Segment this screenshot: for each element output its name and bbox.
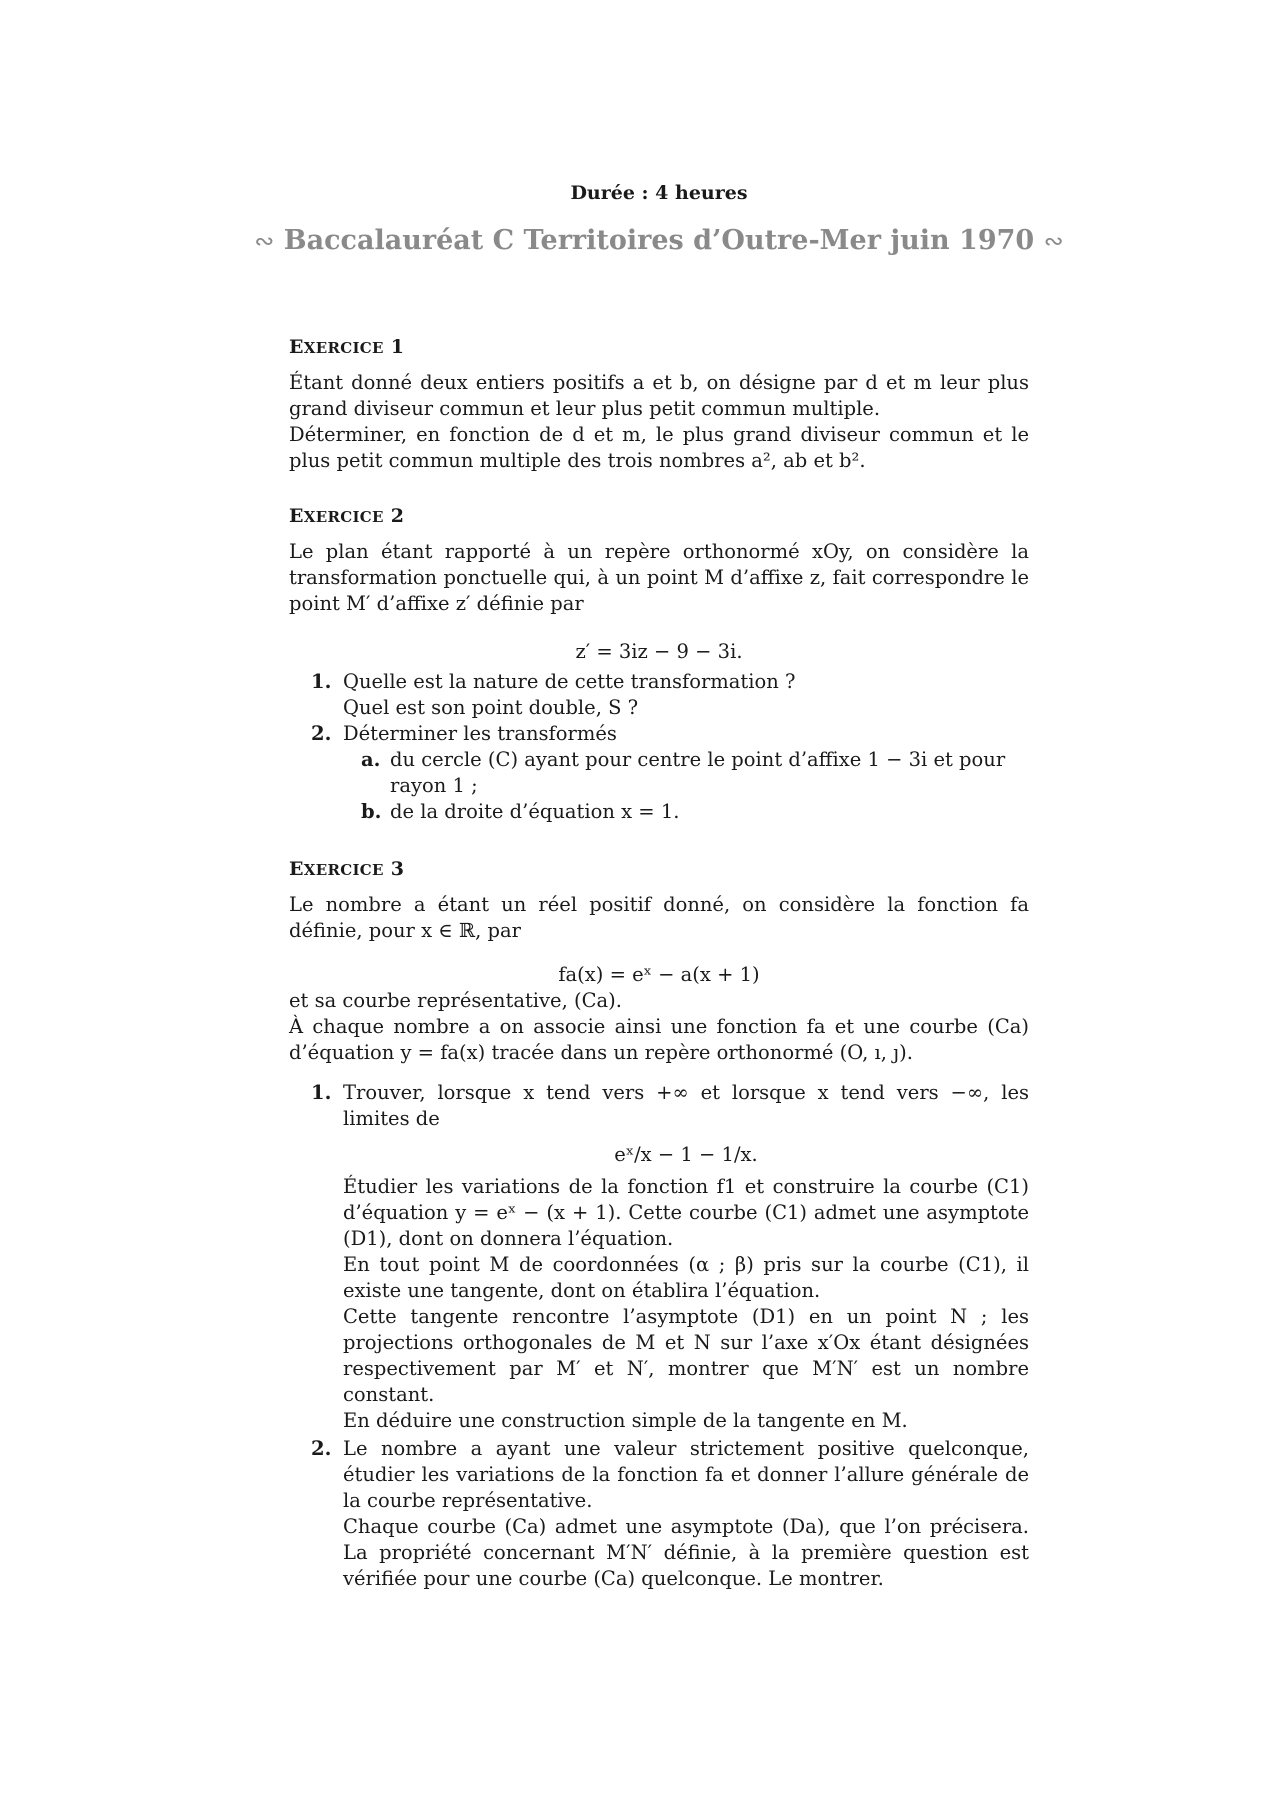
exercise-2-intro: Le plan étant rapporté à un repère orthonormé xOy, on considère la transformation ponctuelle qui, à un point M d’affixe z, fait correspondre le point M′ d’affixe z′ définie par <box>289 540 1029 615</box>
exercise-3-question-1: 1. Trouver, lorsque x tend vers +∞ et lorsque x tend vers −∞, les limites de eˣ/x − 1 − 1/x. Étudier les variations de la fonction f1 et construire la courbe (C1) d’équation y = eˣ − (x + 1). Cette courbe (C1) admet une asymptote (D1), dont on donnera l’équation. En tout point M de coordonnées (α ; β) pris sur la courbe (C1), il existe une tangente, dont on établira l’équation. Cette tangente rencontre l’asymptote (D1) en un point N ; les projections orthogonales de M et N sur l’axe x′Ox étant désignées respectivement par M′ et N′, montrer que M′N′ est un nombre constant. En déduire une construction simple de la tangente en M. <box>311 1081 1029 1432</box>
exercise-3-heading: EXERCICE 3 <box>289 858 405 880</box>
question-1-paragraph-3: En tout point M de coordonnées (α ; β) pris sur la courbe (C1), il existe une tangente, dont on établira l’équation. <box>343 1253 1029 1302</box>
question-1-paragraph-5: En déduire une construction simple de la tangente en M. <box>343 1409 908 1432</box>
exercise-2-question-2a: a. du cercle (C) ayant pour centre le point d’affixe 1 − 3i et pour rayon 1 ; <box>361 748 1006 797</box>
exercise-3-paragraph-2: et sa courbe représentative, (Ca). <box>289 989 622 1012</box>
exercise-2-equation: z′ = 3iz − 9 − 3i. <box>575 640 743 663</box>
exercise-3-equation: fa(x) = eˣ − a(x + 1) <box>558 963 760 986</box>
exercise-2-question-2: 2. Déterminer les transformés <box>311 722 617 745</box>
ornament-right-icon: ∾ <box>1043 227 1064 255</box>
exercise-1-heading: EXERCICE 1 <box>289 336 405 358</box>
limit-expression: eˣ/x − 1 − 1/x. <box>614 1143 758 1166</box>
exercise-1-paragraph-1: Étant donné deux entiers positifs a et b, on désigne par d et m leur plus grand diviseur commun et leur plus petit commun multiple. <box>289 371 1029 420</box>
question-1-paragraph-4: Cette tangente rencontre l’asymptote (D1) en un point N ; les projections orthogonales de M et N sur l’axe x′Ox étant désignées respectivement par M′ et N′, montrer que M′N′ est un nombre constant. <box>343 1305 1029 1406</box>
exercise-2-question-2b: b. de la droite d’équation x = 1. <box>361 800 680 823</box>
title-text: Baccalauréat C Territoires d’Outre-Mer juin 1970 <box>283 225 1035 256</box>
duration-label: Durée : 4 heures <box>570 182 748 204</box>
exercise-2-heading: EXERCICE 2 <box>289 505 405 527</box>
exercise-2-body <box>289 539 1029 825</box>
exercise-3-question-2: 2. Le nombre a ayant une valeur strictement positive quelconque, étudier les variations de la fonction fa et donner l’allure générale de la courbe représentative. Chaque courbe (Ca) admet une asymptote (Da), que l’on précisera. La propriété concernant M′N′ définie, à la première question est vérifiée pour une courbe (Ca) quelconque. Le montrer. <box>311 1437 1029 1590</box>
exercise-1-paragraph-2: Déterminer, en fonction de d et m, le plus grand diviseur commun et le plus petit commun multiple des trois nombres a², ab et b². <box>289 423 1029 472</box>
question-2-paragraph-1: Le nombre a ayant une valeur strictement positive quelconque, étudier les variations de la fonction fa et donner l’allure générale de la courbe représentative. <box>343 1437 1029 1512</box>
ornament-left-icon: ∾ <box>254 227 275 255</box>
exercise-3-intro: Le nombre a étant un réel positif donné, on considère la fonction fa définie, pour x ∈ ℝ, par <box>289 893 1029 942</box>
exercise-3-paragraph-3: À chaque nombre a on associe ainsi une fonction fa et une courbe (Ca) d’équation y = fa(x) tracée dans un repère orthonormé (O, ı, ȷ). <box>289 1015 1029 1064</box>
exercise-2-question-1: 1. Quelle est la nature de cette transformation ? Quel est son point double, S ? <box>311 670 796 719</box>
exercise-1-body <box>289 370 1029 474</box>
question-2-paragraph-2: Chaque courbe (Ca) admet une asymptote (Da), que l’on précisera. La propriété concernant M′N′ définie, à la première question est vérifiée pour une courbe (Ca) quelconque. Le montrer. <box>343 1515 1029 1590</box>
document-title <box>249 225 1069 256</box>
question-1-paragraph-2: Étudier les variations de la fonction f1 et construire la courbe (C1) d’équation y = eˣ − (x + 1). Cette courbe (C1) admet une asymptote (D1), dont on donnera l’équation. <box>343 1175 1029 1250</box>
exercise-3-body <box>289 892 1029 1592</box>
